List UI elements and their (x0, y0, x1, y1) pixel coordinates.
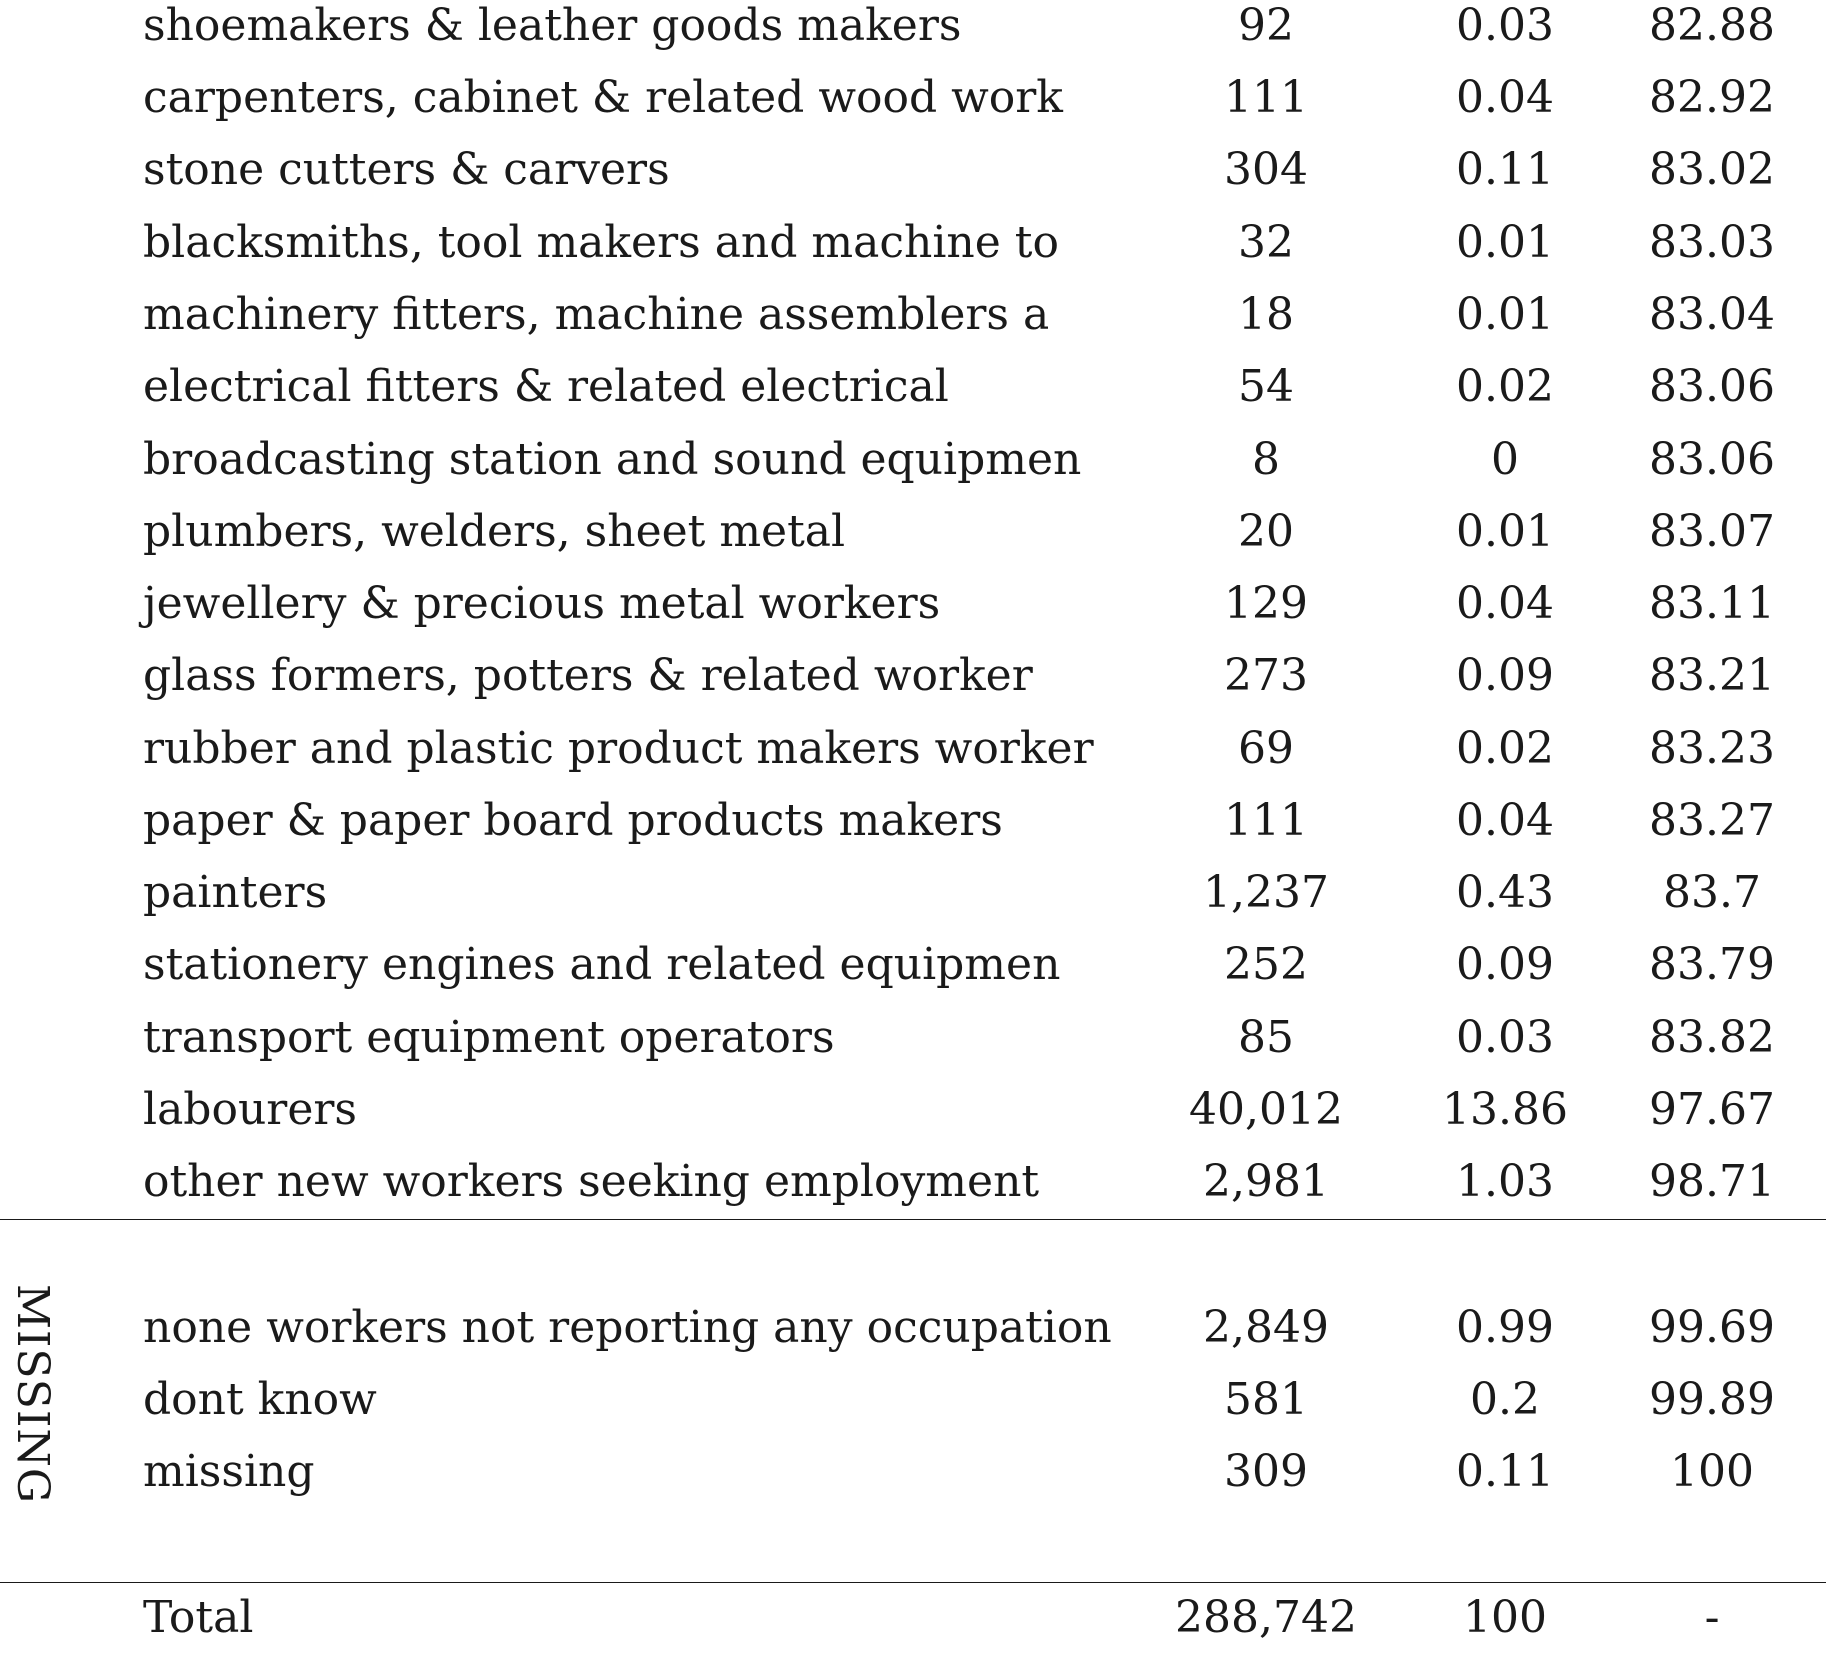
occupation-label: stone cutters & carvers (143, 144, 670, 195)
frequency-value: 111 (1224, 72, 1308, 123)
table-row (0, 857, 1826, 929)
table-row (0, 1436, 1826, 1508)
cumulative-value: 83.79 (1649, 939, 1775, 990)
percent-value: 0.01 (1456, 506, 1554, 557)
cumulative-value: 83.04 (1649, 289, 1775, 340)
total-label: Total (143, 1592, 254, 1643)
cumulative-value: 83.82 (1649, 1012, 1775, 1063)
table-row (0, 640, 1826, 712)
percent-value: 0.04 (1456, 795, 1554, 846)
percent-value: 0.02 (1456, 723, 1554, 774)
percent-value: 0.2 (1470, 1374, 1540, 1425)
percent-value: 0.09 (1456, 650, 1554, 701)
cumulative-value: 83.06 (1649, 361, 1775, 412)
percent-value: 0.03 (1456, 1012, 1554, 1063)
table-row (0, 0, 1826, 62)
percent-value: 0.03 (1456, 0, 1554, 51)
table-row (0, 424, 1826, 496)
occupation-label: jewellery & precious metal workers (143, 578, 941, 629)
occupation-label: machinery fitters, machine assemblers a (143, 289, 1050, 340)
frequency-value: 85 (1238, 1012, 1294, 1063)
cumulative-value: 83.27 (1649, 795, 1775, 846)
frequency-value: 304 (1224, 144, 1308, 195)
frequency-value: 54 (1238, 361, 1294, 412)
occupation-label: plumbers, welders, sheet metal (143, 506, 846, 557)
frequency-value: 32 (1238, 217, 1294, 268)
cumulative-value: 83.21 (1649, 650, 1775, 701)
table-row (0, 62, 1826, 134)
total-cumulative: - (1704, 1592, 1720, 1643)
table-row (0, 1292, 1826, 1364)
frequency-value: 309 (1224, 1446, 1308, 1497)
missing-group-label: MISSING (7, 1284, 58, 1504)
cumulative-value: 99.89 (1649, 1374, 1775, 1425)
occupation-label: other new workers seeking employment (143, 1156, 1040, 1207)
total-percent: 100 (1463, 1592, 1547, 1643)
frequency-value: 111 (1224, 795, 1308, 846)
frequency-value: 273 (1224, 650, 1308, 701)
occupation-label: labourers (143, 1084, 357, 1135)
percent-value: 0.02 (1456, 361, 1554, 412)
table-row (0, 1002, 1826, 1074)
cumulative-value: 98.71 (1649, 1156, 1775, 1207)
percent-value: 13.86 (1442, 1084, 1568, 1135)
occupation-label: dont know (143, 1374, 377, 1425)
percent-value: 0.04 (1456, 578, 1554, 629)
occupation-label: broadcasting station and sound equipmen (143, 434, 1082, 485)
table-row (0, 207, 1826, 279)
cumulative-value: 83.06 (1649, 434, 1775, 485)
table-row (0, 351, 1826, 423)
cumulative-value: 83.7 (1663, 867, 1761, 918)
percent-value: 0.43 (1456, 867, 1554, 918)
percent-value: 0.11 (1456, 144, 1554, 195)
occupation-label: rubber and plastic product makers worker (143, 723, 1094, 774)
percent-value: 0.01 (1456, 217, 1554, 268)
percent-value: 0.01 (1456, 289, 1554, 340)
table-row (0, 568, 1826, 640)
cumulative-value: 97.67 (1649, 1084, 1775, 1135)
frequency-value: 18 (1238, 289, 1294, 340)
percent-value: 1.03 (1456, 1156, 1554, 1207)
frequency-value: 581 (1224, 1374, 1308, 1425)
occupation-label: paper & paper board products makers (143, 795, 1003, 846)
percent-value: 0.04 (1456, 72, 1554, 123)
table-row (0, 929, 1826, 1001)
frequency-value: 40,012 (1189, 1084, 1343, 1135)
frequency-value: 69 (1238, 723, 1294, 774)
table-row (0, 713, 1826, 785)
percent-value: 0 (1491, 434, 1519, 485)
occupation-label: carpenters, cabinet & related wood work (143, 72, 1063, 123)
percent-value: 0.09 (1456, 939, 1554, 990)
frequency-value: 2,981 (1203, 1156, 1329, 1207)
occupation-label: painters (143, 867, 328, 918)
occupation-label: missing (143, 1446, 315, 1497)
occupation-label: glass formers, potters & related worker (143, 650, 1033, 701)
cumulative-value: 99.69 (1649, 1302, 1775, 1353)
cumulative-value: 83.23 (1649, 723, 1775, 774)
frequency-value: 92 (1238, 0, 1294, 51)
table-row (0, 785, 1826, 857)
occupation-label: stationery engines and related equipmen (143, 939, 1061, 990)
cumulative-value: 83.11 (1649, 578, 1775, 629)
frequency-value: 8 (1252, 434, 1280, 485)
occupation-label: transport equipment operators (143, 1012, 835, 1063)
percent-value: 0.99 (1456, 1302, 1554, 1353)
table-row (0, 1146, 1826, 1218)
group-divider (0, 1219, 1826, 1220)
occupation-label: electrical fitters & related electrical (143, 361, 949, 412)
table-row (0, 1364, 1826, 1436)
total-row (0, 1582, 1826, 1654)
cumulative-value: 100 (1670, 1446, 1754, 1497)
occupation-label: blacksmiths, tool makers and machine to (143, 217, 1059, 268)
table-row (0, 134, 1826, 206)
table-row (0, 496, 1826, 568)
cumulative-value: 83.03 (1649, 217, 1775, 268)
table-row (0, 1074, 1826, 1146)
frequency-value: 1,237 (1203, 867, 1329, 918)
occupation-label: none workers not reporting any occupation (143, 1302, 1112, 1353)
frequency-value: 129 (1224, 578, 1308, 629)
cumulative-value: 83.02 (1649, 144, 1775, 195)
cumulative-value: 82.88 (1649, 0, 1775, 51)
frequency-value: 20 (1238, 506, 1294, 557)
total-frequency: 288,742 (1175, 1592, 1357, 1643)
table-row (0, 279, 1826, 351)
percent-value: 0.11 (1456, 1446, 1554, 1497)
occupation-label: shoemakers & leather goods makers (143, 0, 962, 51)
frequency-value: 2,849 (1203, 1302, 1329, 1353)
cumulative-value: 82.92 (1649, 72, 1775, 123)
cumulative-value: 83.07 (1649, 506, 1775, 557)
frequency-value: 252 (1224, 939, 1308, 990)
